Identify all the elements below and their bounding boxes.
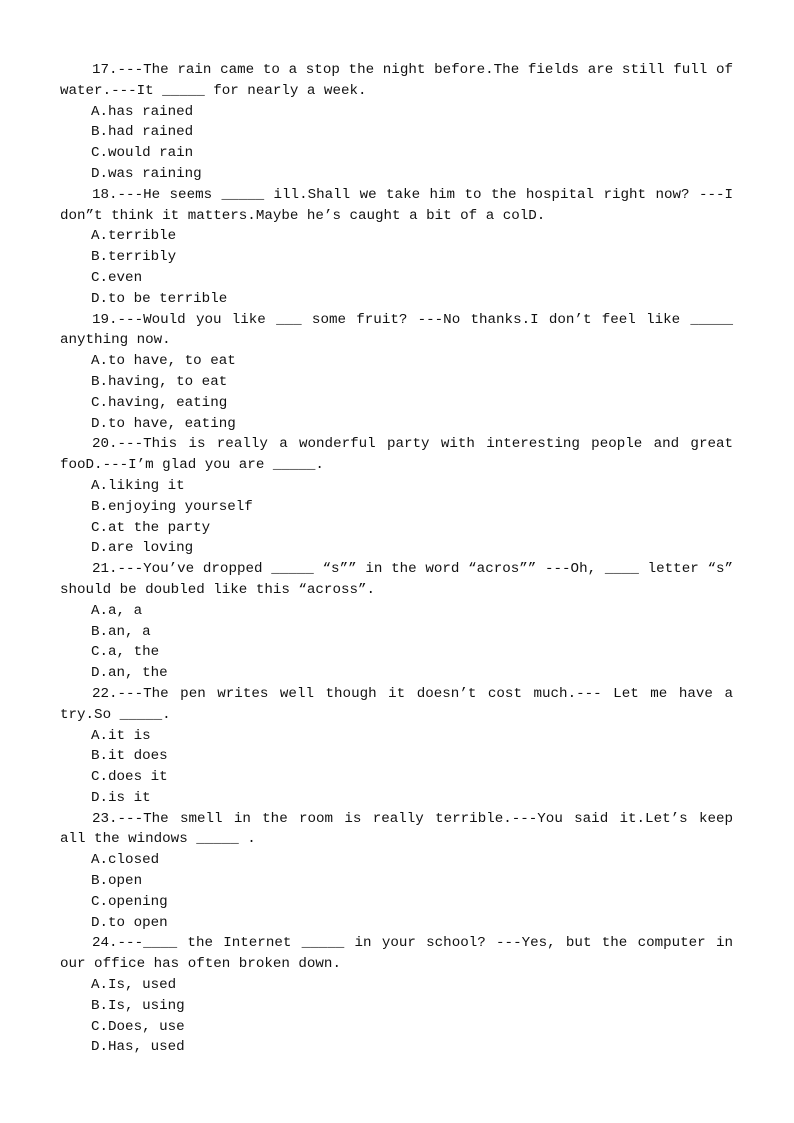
option-d: D.was raining xyxy=(91,165,202,182)
option-c: C.would rain xyxy=(91,145,194,162)
question-stem: 19.---Would you like ___ some fruit? ---No thanks.I don’t feel like _____ anything now. xyxy=(60,311,733,349)
option-list xyxy=(60,102,733,185)
option-c: C.does it xyxy=(91,769,168,786)
question-19 xyxy=(60,310,733,435)
option-c: C.a, the xyxy=(91,644,160,661)
question-stem: 18.---He seems _____ ill.Shall we take him to the hospital right now? ---I don”t think it matters.Maybe he’s caught a bit of a colD. xyxy=(60,186,733,224)
option-a: A.has rained xyxy=(91,103,194,120)
option-c: C.opening xyxy=(91,893,168,910)
option-b: B.having, to eat xyxy=(91,373,228,390)
option-list xyxy=(60,975,733,1058)
option-a: A.a, a xyxy=(91,602,143,619)
option-a: A.closed xyxy=(91,852,160,869)
question-stem: 17.---The rain came to a stop the night before.The fields are still full of water.---It _____ for nearly a week. xyxy=(60,62,733,99)
option-b: B.open xyxy=(91,873,143,890)
question-stem: 21.---You’ve dropped _____ “s”” in the word “acros”” ---Oh, ____ letter “s” should be doubled like this “across”. xyxy=(60,561,733,598)
option-a: A.Is, used xyxy=(91,977,177,994)
option-d: D.to be terrible xyxy=(91,290,228,307)
question-23 xyxy=(60,809,733,934)
option-d: D.Has, used xyxy=(91,1039,185,1056)
question-stem: 20.---This is really a wonderful party with interesting people and great fooD.---I’m glad you are _____. xyxy=(60,436,733,474)
option-list xyxy=(60,850,733,933)
option-d: D.are loving xyxy=(91,540,194,557)
option-list xyxy=(60,601,733,684)
question-stem: 23.---The smell in the room is really terrible.---You said it.Let’s keep all the windows _____ . xyxy=(60,810,733,848)
option-a: A.it is xyxy=(91,727,151,744)
option-b: B.enjoying yourself xyxy=(91,498,253,515)
question-17 xyxy=(60,60,733,185)
question-stem: 22.---The pen writes well though it doesn’t cost much.--- Let me have a try.So _____. xyxy=(60,685,733,723)
option-b: B.terribly xyxy=(91,249,177,266)
option-d: D.to open xyxy=(91,914,168,931)
question-stem: 24.---____ the Internet _____ in your school? ---Yes, but the computer in our office has often broken down. xyxy=(60,935,733,973)
option-list xyxy=(60,726,733,809)
question-22 xyxy=(60,684,733,809)
option-list xyxy=(60,351,733,434)
exam-page xyxy=(60,60,733,1058)
question-20 xyxy=(60,434,733,559)
option-a: A.terrible xyxy=(91,228,177,245)
option-list xyxy=(60,476,733,559)
option-d: D.an, the xyxy=(91,665,168,682)
option-a: A.liking it xyxy=(91,477,185,494)
option-c: C.even xyxy=(91,269,143,286)
option-a: A.to have, to eat xyxy=(91,353,236,370)
question-21 xyxy=(60,559,733,684)
option-b: B.Is, using xyxy=(91,997,185,1014)
option-c: C.Does, use xyxy=(91,1018,185,1035)
option-d: D.is it xyxy=(91,789,151,806)
option-c: C.at the party xyxy=(91,519,211,536)
question-24 xyxy=(60,933,733,1058)
option-b: B.had rained xyxy=(91,124,194,141)
option-d: D.to have, eating xyxy=(91,415,236,432)
question-18 xyxy=(60,185,733,310)
option-b: B.it does xyxy=(91,748,168,765)
option-list xyxy=(60,226,733,309)
option-b: B.an, a xyxy=(91,623,151,640)
option-c: C.having, eating xyxy=(91,394,228,411)
